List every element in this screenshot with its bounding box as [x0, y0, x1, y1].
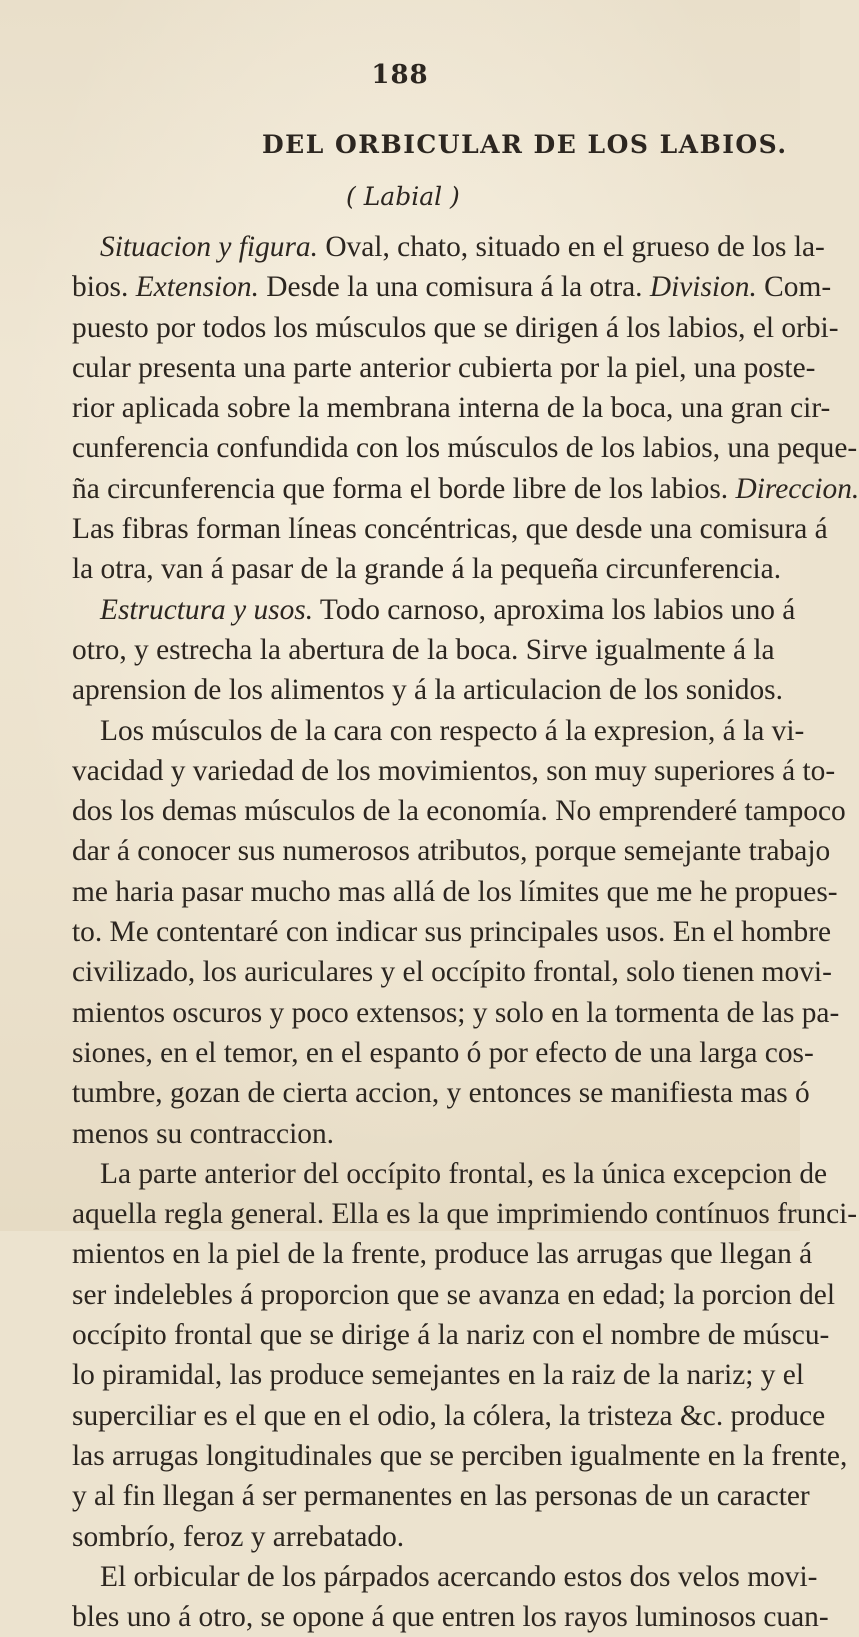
text-line: y al fin llegan á ser permanentes en las personas de un caracter: [72, 1480, 810, 1513]
text-line: dos los demas músculos de la economía. No emprenderé tampoco: [72, 795, 846, 828]
text-line: to. Me contentaré con indicar sus principales usos. En el hombre: [72, 916, 832, 949]
text-line: vacidad y variedad de los movimientos, son muy superiores á to-: [72, 754, 836, 787]
text-line: aquella regla general. Ella es la que imprimiendo contínuos frunci-: [72, 1198, 858, 1231]
text-line: occípito frontal que se dirige á la nariz con el nombre de múscu-: [72, 1319, 830, 1352]
line-text: ña circunferencia que forma el borde libre de los labios.: [72, 472, 736, 505]
text-line: siones, en el temor, en el espanto ó por efecto de una larga cos-: [72, 1036, 814, 1069]
text-line: ser indelebles á proporcion que se avanza en edad; la porcion del: [72, 1278, 836, 1311]
text-line: dar á conocer sus numerosos atributos, porque semejante trabajo: [72, 835, 831, 868]
text-line: aprension de los alimentos y á la articulacion de los sonidos.: [72, 674, 783, 707]
text-line: la otra, van á pasar de la grande á la pequeña circunferencia.: [72, 553, 782, 586]
text-line: menos su contraccion.: [72, 1117, 334, 1150]
text-line: sombrío, feroz y arrebatado.: [72, 1520, 405, 1553]
body-text: [72, 227, 859, 1637]
text-line: puesto por todos los músculos que se dirigen á los labios, el orbi-: [72, 311, 839, 344]
text-line: Los músculos de la cara con respecto á la expresion, á la vi-: [100, 714, 805, 747]
italic-term: Situacion y figura.: [100, 231, 318, 263]
text-line: tumbre, gozan de cierta accion, y entonces se manifiesta mas ó: [72, 1077, 810, 1110]
text-line: mientos en la piel de la frente, produce las arrugas que llegan á: [72, 1238, 813, 1271]
section-heading: DEL ORBICULAR DE LOS LABIOS.: [262, 130, 788, 159]
text-line: Las fibras forman líneas concéntricas, que desde una comisura á: [72, 513, 828, 546]
line-text: Oval, chato, situado en el grueso de los la-: [317, 231, 825, 263]
italic-term: Extension.: [135, 271, 259, 304]
section-subheading: ( Labial ): [346, 182, 460, 211]
italic-term: Direccion.: [735, 472, 859, 505]
text-line: [72, 267, 832, 307]
text-line: las arrugas longitudinales que se perciben igualmente en la frente,: [72, 1439, 848, 1472]
text-line: El orbicular de los párpados acercando estos dos velos movi-: [100, 1560, 818, 1593]
text-line: [72, 590, 796, 630]
line-text: Com-: [756, 271, 832, 304]
line-text: Todo carnoso, aproxima los labios uno á: [313, 593, 796, 626]
text-line: bles uno á otro, se opone á que entren los rayos luminosos cuan-: [72, 1601, 829, 1634]
text-line: lo piramidal, las produce semejantes en la raiz de la nariz; y el: [72, 1359, 805, 1392]
text-line: La parte anterior del occípito frontal, es la única excepcion de: [100, 1157, 828, 1190]
text-line: cunferencia confundida con los músculos de los labios, una peque-: [72, 432, 858, 465]
text-line: [72, 227, 825, 267]
text-line: civilizado, los auriculares y el occípito frontal, solo tienen movi-: [72, 956, 832, 989]
text-line: rior aplicada sobre la membrana interna de la boca, una gran cir-: [72, 392, 831, 425]
line-text: Desde la una comisura á la otra.: [258, 271, 650, 304]
italic-term: Division.: [649, 271, 757, 304]
text-line: [72, 469, 859, 509]
page-number: 188: [371, 60, 429, 90]
line-text: bios.: [72, 271, 136, 304]
text-line: mientos oscuros y poco extensos; y solo en la tormenta de las pa-: [72, 996, 840, 1029]
text-line: superciliar es el que en el odio, la cólera, la tristeza &c. produce: [72, 1399, 826, 1432]
italic-term: Estructura y usos.: [100, 593, 314, 626]
text-line: otro, y estrecha la abertura de la boca. Sirve igualmente á la: [72, 633, 775, 666]
text-line: me haria pasar mucho mas allá de los límites que me he propues-: [72, 875, 838, 908]
text-line: cular presenta una parte anterior cubierta por la piel, una poste-: [72, 351, 816, 384]
